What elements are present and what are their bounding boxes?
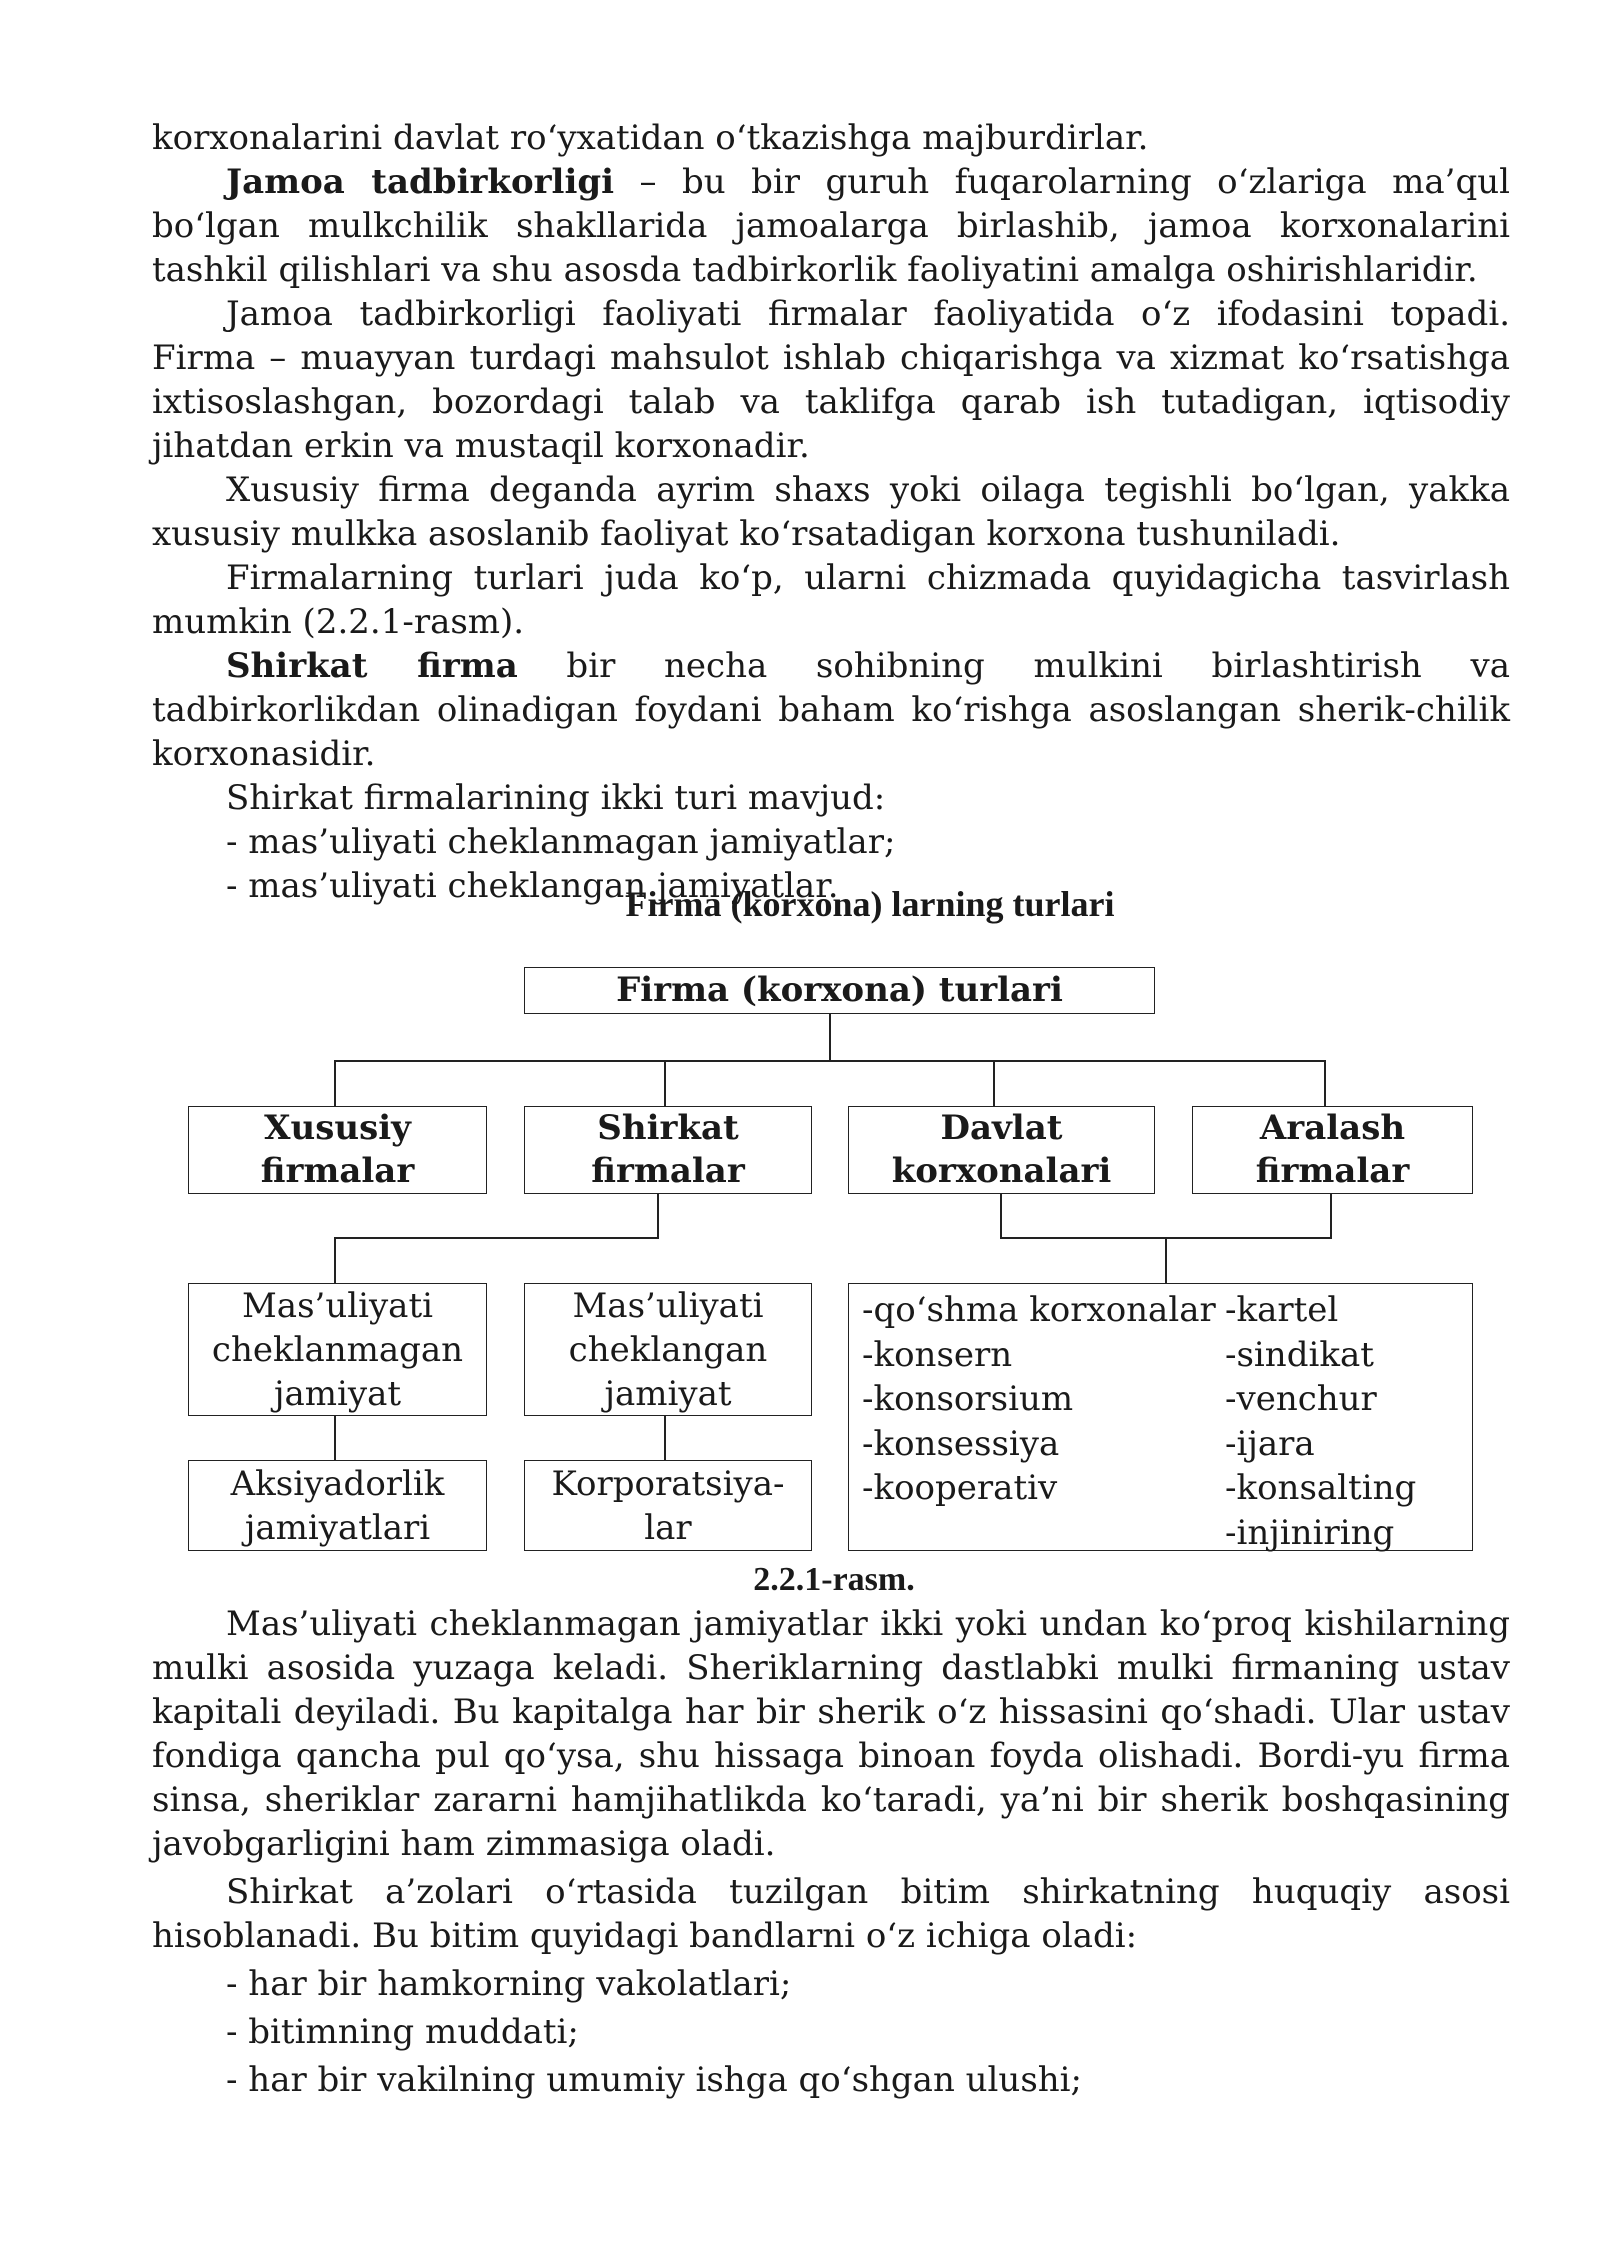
connector-line <box>334 1237 336 1283</box>
list-item: -kartel <box>1225 1290 1339 1330</box>
box-label: firmalar <box>591 1151 745 1191</box>
list-item: -konsern <box>862 1334 1013 1375</box>
box-label: lar <box>644 1507 692 1548</box>
corporations-box <box>524 1460 812 1551</box>
connector-line <box>1330 1192 1332 1238</box>
body-text-top <box>152 116 1510 908</box>
list-item: -konsessiya <box>862 1423 1060 1464</box>
paragraph: Shirkat a’zolari oʻrtasida tuzilgan bitim shirkatning huquqiy asosi hisoblanadi. Bu bitim quyidagi bandlarni oʻz ichiga oladi: <box>152 1872 1510 1956</box>
paragraph-text: – bu bir guruh fuqarolarning oʻzlariga ma’qul boʻlgan mulkchilik shakllarida jamoalarga birlashib, jamoa korxonalarini tashkil qilishlari va shu asosda tadbirkorlik faoliyatini amalga oshirishlaridir. <box>152 162 1510 290</box>
box-label: Mas’uliyati <box>241 1285 433 1326</box>
list-item: -ijara <box>1225 1423 1315 1464</box>
list-item: - mas’uliyati cheklanmagan jamiyatlar; <box>226 822 896 862</box>
connector-line <box>334 1060 1326 1062</box>
box-label: firmalar <box>260 1151 415 1191</box>
list-item: -injiniring <box>1225 1512 1395 1553</box>
box-label: Mas’uliyati <box>572 1285 764 1326</box>
box-label: Aralash <box>1259 1108 1406 1148</box>
term-bold: Shirkat firma <box>226 646 518 686</box>
connector-line <box>657 1192 659 1238</box>
paragraph: korxonalarini davlat roʻyxatidan oʻtkazishga majburdirlar. <box>152 118 1149 158</box>
unlimited-liability-box <box>188 1283 487 1416</box>
body-text-bottom <box>152 1602 1510 2102</box>
paragraph: Shirkat firmalarining ikki turi mavjud: <box>226 778 886 818</box>
connector-line <box>993 1060 995 1108</box>
private-firms-box <box>188 1106 487 1194</box>
list-item: - har bir hamkorning vakolatlari; <box>226 1964 792 2004</box>
list-item: - har bir vakilning umumiy ishga qoʻshgan ulushi; <box>226 2060 1082 2100</box>
connector-line <box>664 1415 666 1461</box>
state-enterprises-box <box>848 1106 1155 1194</box>
box-label: jamiyat <box>273 1373 402 1414</box>
list-item: - mas’uliyati cheklangan jamiyatlar. <box>226 866 839 906</box>
figure-caption: 2.2.1-rasm. <box>753 1561 915 1598</box>
box-label: Shirkat <box>597 1108 739 1148</box>
paragraph <box>152 160 1510 292</box>
list-item: -konsalting <box>1225 1468 1417 1508</box>
paragraph: Xususiy firma deganda ayrim shaxs yoki oilaga tegishli boʻlgan, yakka xususiy mulkka asoslanib faoliyat koʻrsatadigan korxona tushuniladi. <box>152 470 1510 554</box>
mixed-firms-box <box>1192 1106 1473 1194</box>
root-box <box>524 967 1155 1014</box>
paragraph: Mas’uliyati cheklanmagan jamiyatlar ikki yoki undan koʻproq kishilarning mulki asosida yuzaga keladi. Sheriklarning dastlabki mulki firmaning ustav kapitali deyiladi. Bu kapitalga har bir sherik oʻz hissasini qoʻshadi. Ular ustav fondiga qancha pul qoʻysa, shu hissaga binoan foyda olishadi. Bordi-yu firma sinsa, sheriklar zararni hamjihatlikda koʻtaradi, ya’ni bir sherik boshqasining javobgarligini ham zimmasiga oladi. <box>152 1604 1510 1864</box>
box-label: cheklangan <box>568 1329 768 1370</box>
list-item: - bitimning muddati; <box>226 2012 579 2052</box>
term-bold: Jamoa tadbirkorligi <box>226 162 615 202</box>
enterprise-forms-left <box>862 1288 1216 1511</box>
connector-line <box>829 1014 831 1062</box>
list-item: -kooperativ <box>862 1468 1058 1508</box>
root-label: Firma (korxona) turlari <box>616 970 1063 1010</box>
list-item: -qoʻshma korxonalar <box>862 1290 1216 1330</box>
box-label: Davlat <box>940 1108 1063 1148</box>
box-label: Aksiyadorlik <box>230 1463 445 1504</box>
partnership-firms-box <box>524 1106 812 1194</box>
paragraph <box>152 644 1510 776</box>
paragraph-text: bir necha sohibning mulkini birlashtirish va tadbirkorlikdan olinadigan foydani baham koʻrishga asoslangan sherik-chilik korxonasidir. <box>152 646 1510 774</box>
connector-line <box>1000 1192 1002 1238</box>
limited-liability-box <box>524 1283 812 1416</box>
list-item: -venchur <box>1225 1379 1377 1419</box>
box-label: cheklanmagan <box>211 1329 464 1370</box>
paragraph: Firmalarning turlari juda koʻp, ularni chizmada quyidagicha tasvirlash mumkin (2.2.1-rasm). <box>152 558 1510 642</box>
joint-stock-box <box>188 1460 487 1551</box>
list-item: -konsorsium <box>862 1379 1074 1419</box>
connector-line <box>664 1060 666 1108</box>
connector-line <box>334 1060 336 1108</box>
connector-line <box>334 1237 659 1239</box>
enterprise-forms-right <box>1225 1288 1416 1555</box>
box-label: korxonalari <box>891 1151 1112 1191</box>
box-label: jamiyat <box>604 1373 732 1414</box>
box-label: Korporatsiya- <box>551 1463 785 1504</box>
box-label: jamiyatlari <box>244 1507 431 1548</box>
connector-line <box>1165 1237 1167 1283</box>
paragraph: Jamoa tadbirkorligi faoliyati firmalar faoliyatida oʻz ifodasini topadi. Firma – muayyan turdagi mahsulot ishlab chiqarishga va xizmat koʻrsatishga ixtisoslashgan, bozordagi talab va taklifga qarab ish tutadigan, iqtisodiy jihatdan erkin va mustaqil korxonadir. <box>152 294 1510 466</box>
box-label: Xususiy <box>264 1108 411 1148</box>
enterprise-forms-box <box>848 1283 1473 1551</box>
figure-title: Firma (korxona) larning turlari <box>625 884 1115 924</box>
connector-line <box>334 1415 336 1461</box>
box-label: firmalar <box>1255 1151 1410 1191</box>
connector-line <box>1324 1060 1326 1108</box>
list-item: -sindikat <box>1225 1334 1374 1375</box>
